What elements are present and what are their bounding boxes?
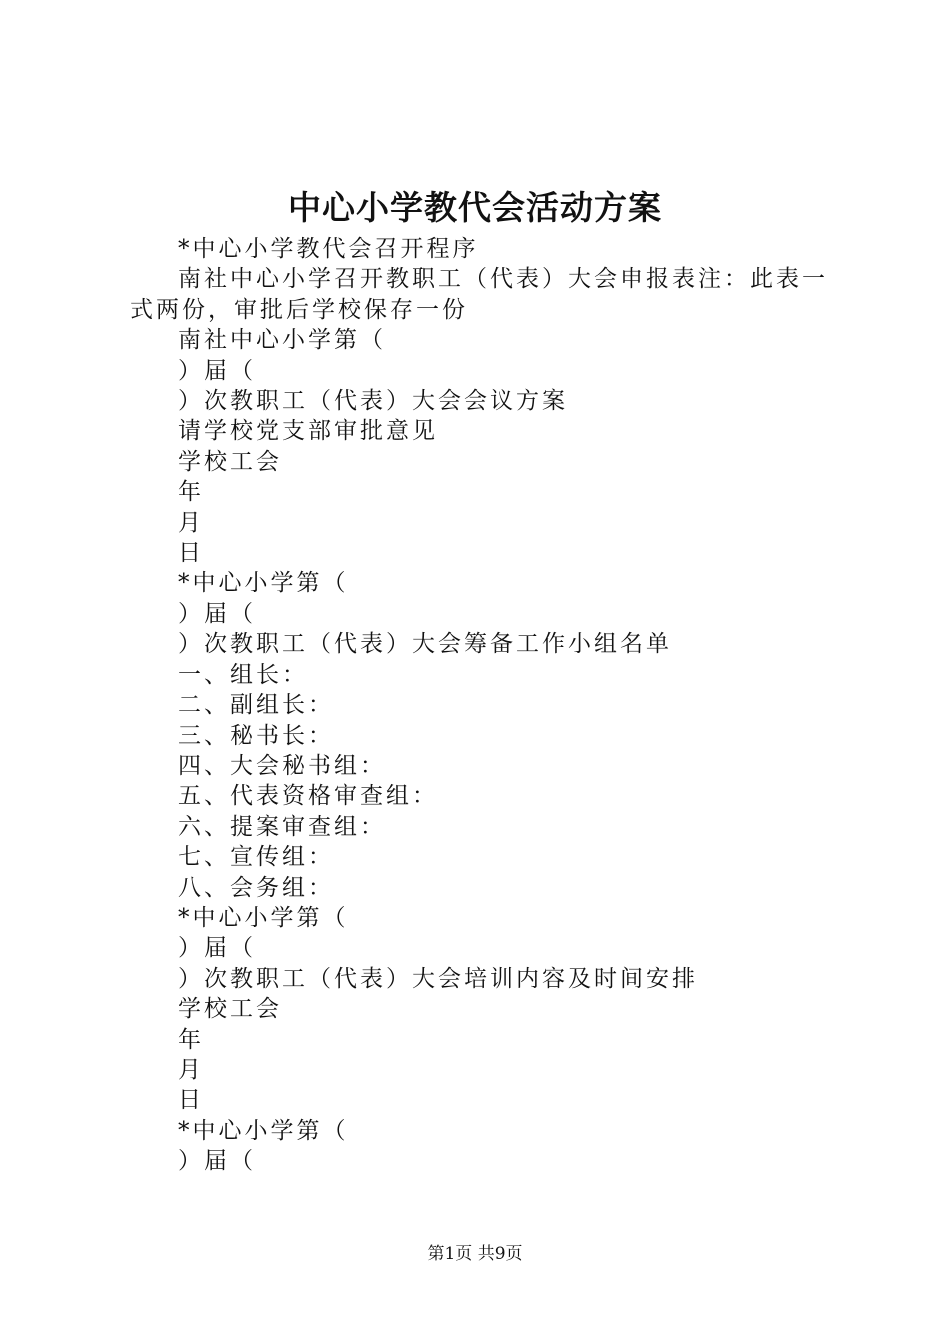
text-line: ）次教职工（代表）大会培训内容及时间安排 [178, 965, 698, 992]
document-title: 中心小学教代会活动方案 [288, 188, 662, 227]
text-line: 月 [178, 509, 204, 536]
text-line: *中心小学第（ [178, 570, 349, 597]
text-line: 一、组长： [178, 661, 308, 688]
text-line: 八、会务组： [178, 874, 334, 901]
text-line: *中心小学教代会召开程序 [178, 236, 479, 262]
text-line: ）届（ [178, 357, 256, 384]
text-line: 七、宣传组： [178, 844, 334, 871]
text-line: 学校工会 [178, 996, 282, 1023]
text-line: ）届（ [178, 935, 256, 962]
text-line: 请学校党支部审批意见 [178, 418, 438, 445]
document-body [130, 234, 830, 1177]
text-line: 五、代表资格审查组： [178, 783, 438, 810]
text-line: 日 [178, 1087, 204, 1114]
text-line: 三、秘书长： [178, 722, 334, 749]
text-line: 南社中心小学召开教职工（代表）大会申报表注：此表一 [178, 266, 828, 293]
text-line: ）次教职工（代表）大会会议方案 [178, 388, 568, 415]
page-footer: 第1页 共9页 [427, 1244, 523, 1264]
text-line: 年 [178, 479, 204, 506]
text-line: 年 [178, 1026, 204, 1053]
text-line: 四、大会秘书组： [178, 752, 386, 779]
text-line: 南社中心小学第（ [178, 327, 386, 354]
text-line: 式两份，审批后学校保存一份 [130, 296, 468, 323]
text-line: 六、提案审查组： [178, 813, 386, 840]
text-line: 二、副组长： [178, 692, 334, 719]
text-line: ）届（ [178, 1148, 256, 1175]
text-line: *中心小学第（ [178, 1117, 349, 1144]
text-line: ）次教职工（代表）大会筹备工作小组名单 [178, 631, 672, 658]
text-line: 学校工会 [178, 448, 282, 475]
text-line: ）届（ [178, 600, 256, 627]
text-line: 日 [178, 540, 204, 567]
text-line: 月 [178, 1056, 204, 1083]
text-line: *中心小学第（ [178, 904, 349, 931]
